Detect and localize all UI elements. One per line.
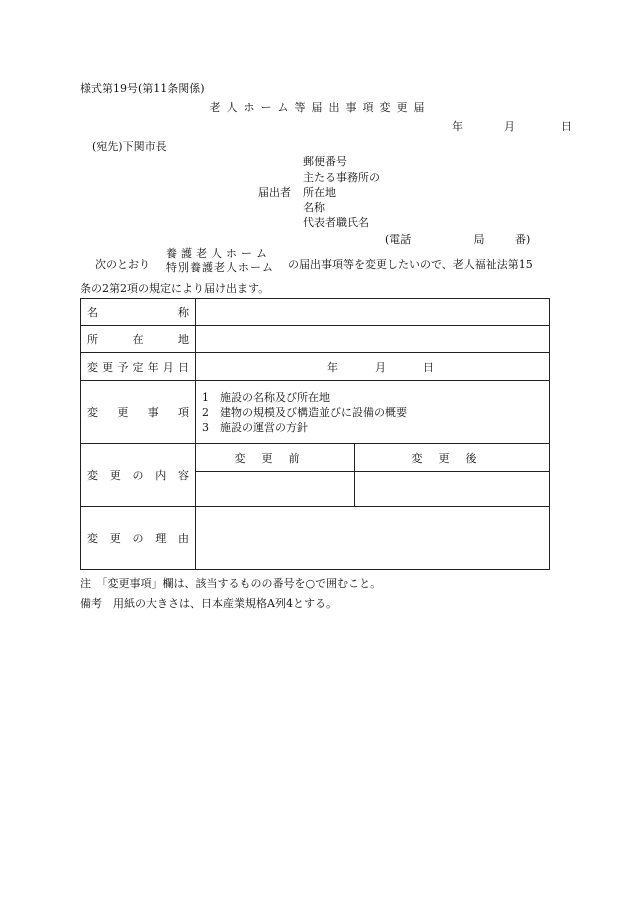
intro-line2: 条の2第2項の規定により届け出ます。 [80, 282, 270, 295]
date-month: 月 [504, 120, 515, 133]
change-items-list [196, 381, 550, 444]
after-header: 変更後 [355, 444, 550, 472]
intro-lead: 次のとおり [95, 258, 150, 271]
after-content[interactable] [355, 472, 550, 507]
phone-exchange: 局 [473, 233, 485, 246]
facility-option-1: 養護老人ホーム [166, 247, 271, 260]
before-content[interactable] [196, 472, 355, 507]
address-cell-value[interactable] [196, 326, 550, 353]
row-address [81, 326, 550, 353]
reason-cell-label: 変 更 の 理 由 [81, 507, 196, 570]
change-item-3[interactable]: 3 施設の運営の方針 [202, 420, 308, 434]
phone-open: (電話 [385, 233, 412, 246]
change-form-table [80, 298, 550, 570]
date-year: 年 [452, 120, 463, 133]
office-address-prefix: 主たる事務所の [303, 171, 380, 184]
facility-type-options [166, 247, 274, 275]
facility-option-2: 特別養護老人ホーム [166, 261, 274, 274]
reason-cell-value[interactable] [196, 507, 550, 570]
change-items-cell-label: 変 更 事 項 [81, 381, 196, 444]
phone-number: 番) [515, 233, 531, 246]
row-reason [81, 507, 550, 570]
address-cell-label: 所 在 地 [81, 326, 196, 353]
row-change-content-head [81, 444, 550, 472]
change-date-cell-value[interactable] [196, 353, 550, 381]
note-circle-instruction: 注 「変更事項」欄は、該当するものの番号を○で囲むこと。 [80, 577, 382, 590]
representative-label: 代表者職氏名 [303, 216, 369, 229]
date-day: 日 [561, 120, 572, 133]
name-cell-value[interactable] [196, 299, 550, 326]
change-item-2[interactable]: 2 建物の規模及び構造並びに設備の概要 [202, 405, 407, 419]
postal-code-label: 郵便番号 [303, 155, 347, 168]
document-title: 老人ホーム等届出事項変更届 [209, 101, 431, 114]
applicant-label: 届出者 [258, 186, 291, 199]
change-content-cell-label: 変 更 の 内 容 [81, 444, 196, 507]
name-cell-label: 名 称 [81, 299, 196, 326]
row-name [81, 299, 550, 326]
form-number: 様式第19号(第11条関係) [80, 82, 205, 95]
row-change-items [81, 381, 550, 444]
submission-date [452, 120, 572, 133]
address-label: 所在地 [303, 186, 336, 199]
intro-rest: の届出事項等を変更したいので、老人福祉法第15 [288, 258, 533, 271]
change-item-1[interactable]: 1 施設の名称及び所在地 [202, 390, 330, 404]
note-paper-size: 備考 用紙の大きさは、日本産業規格A列4とする。 [80, 597, 337, 610]
addressee: (宛先)下関市長 [92, 140, 167, 153]
change-date-parts: 年 月 日 [327, 360, 434, 374]
change-date-cell-label: 変 更 予 定 年 月 日 [81, 353, 196, 381]
name-label: 名称 [303, 201, 325, 214]
before-header: 変更前 [196, 444, 355, 472]
row-change-date [81, 353, 550, 381]
phone-row [385, 233, 535, 246]
